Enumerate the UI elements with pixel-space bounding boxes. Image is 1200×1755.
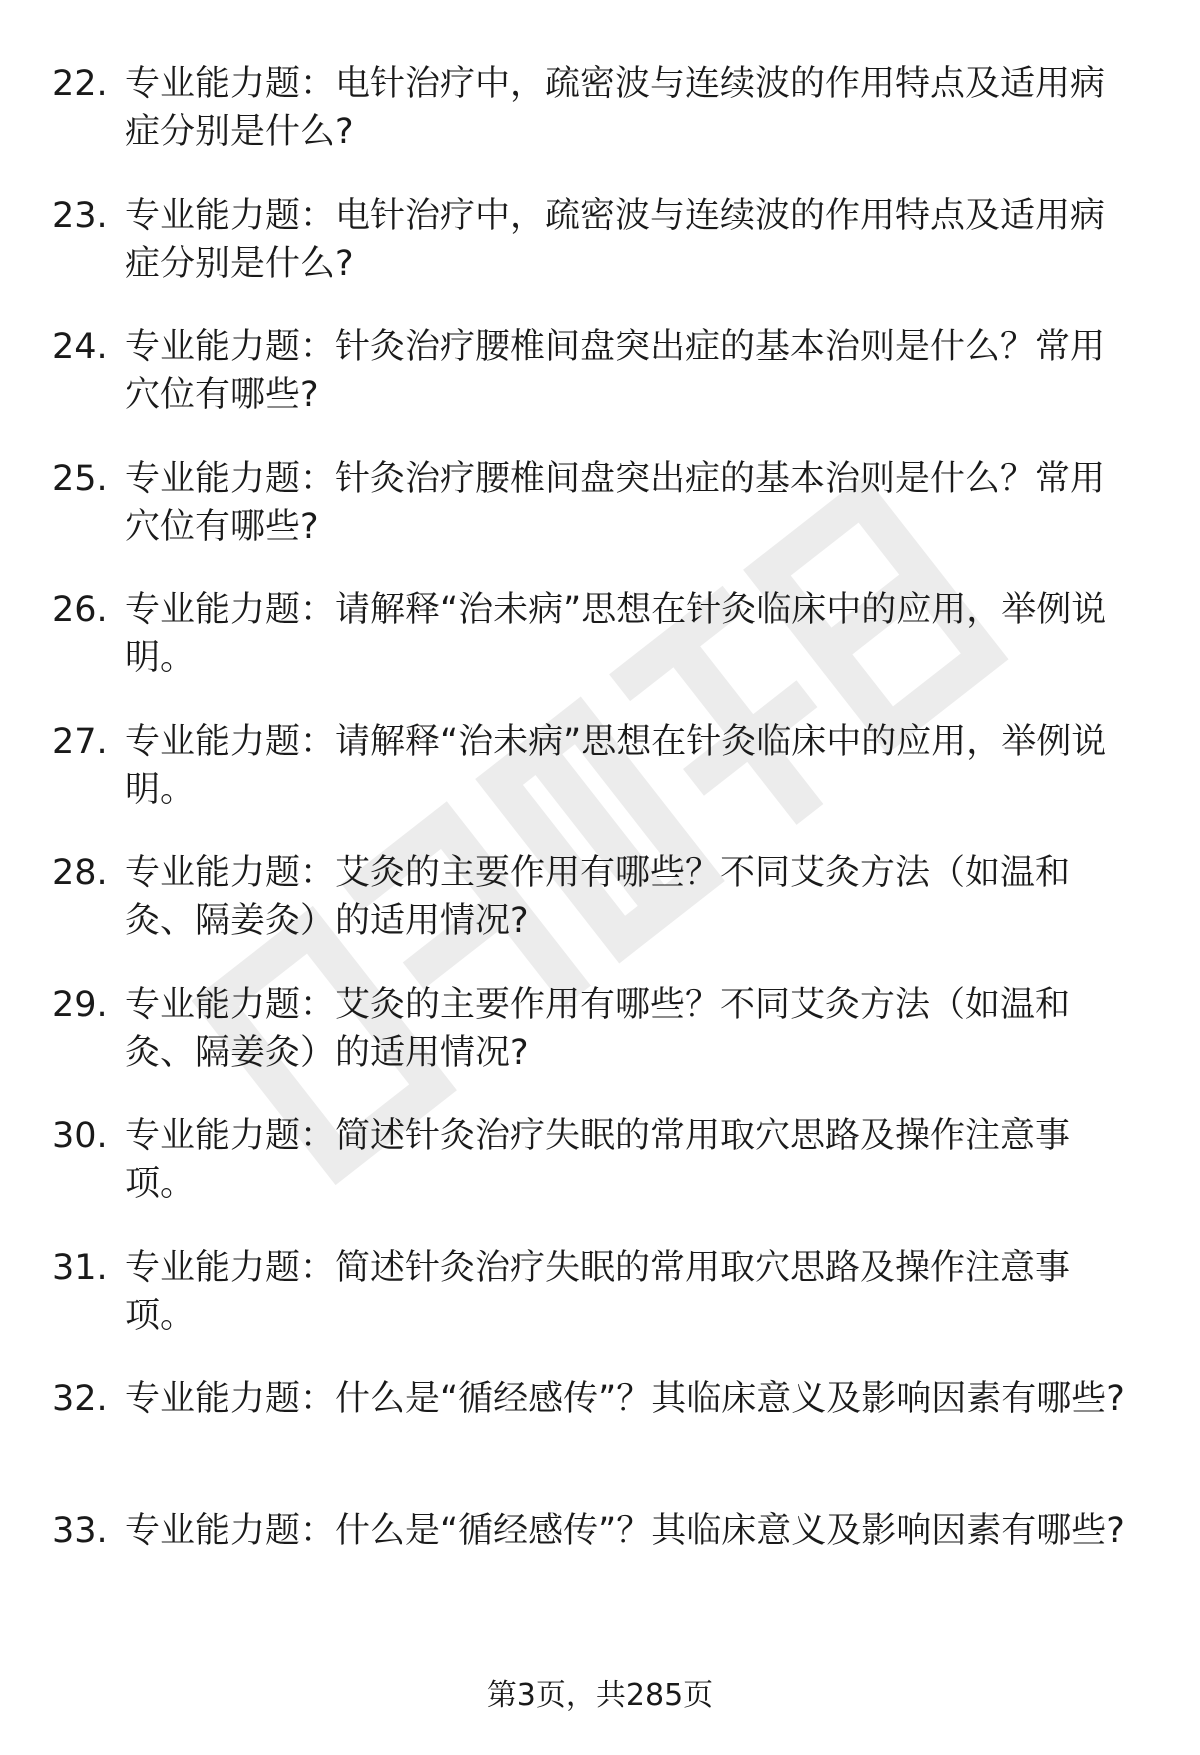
question-number: 33. [52, 1510, 108, 1551]
question-number: 26. [52, 590, 108, 630]
question-list [52, 60, 1142, 1638]
question-text: 专业能力题：什么是“循经感传”？其临床意义及影响因素有哪些? [125, 1379, 1125, 1419]
question-item [52, 718, 1142, 850]
question-item [52, 1375, 1142, 1507]
question-text: 专业能力题：什么是“循经感传”？其临床意义及影响因素有哪些? [125, 1510, 1125, 1551]
question-text: 专业能力题：针灸治疗腰椎间盘突出症的基本治则是什么？常用穴位有哪些? [125, 327, 1106, 415]
question-item [52, 1112, 1142, 1244]
question-text: 专业能力题：艾灸的主要作用有哪些？不同艾灸方法（如温和灸、隔姜灸）的适用情况? [125, 853, 1071, 941]
question-number: 24. [52, 327, 108, 367]
question-number: 30. [52, 1116, 108, 1156]
question-item [52, 1244, 1142, 1376]
question-text: 专业能力题：电针治疗中，疏密波与连续波的作用特点及适用病症分别是什么? [125, 195, 1106, 284]
question-number: 25. [52, 458, 108, 499]
question-item [52, 60, 1142, 192]
question-item [52, 849, 1142, 981]
question-item [52, 1507, 1142, 1639]
question-number: 28. [52, 853, 108, 893]
question-text: 专业能力题：简述针灸治疗失眠的常用取穴思路及操作注意事项。 [125, 1116, 1071, 1204]
question-item [52, 323, 1142, 455]
question-number: 22. [52, 64, 108, 104]
question-text: 专业能力题：简述针灸治疗失眠的常用取穴思路及操作注意事项。 [125, 1247, 1071, 1336]
question-number: 23. [52, 195, 108, 236]
question-text: 专业能力题：请解释“治未病”思想在针灸临床中的应用，举例说明。 [125, 721, 1107, 810]
question-number: 27. [52, 721, 108, 762]
question-text: 专业能力题：请解释“治未病”思想在针灸临床中的应用，举例说明。 [125, 590, 1107, 678]
question-text: 专业能力题：电针治疗中，疏密波与连续波的作用特点及适用病症分别是什么? [125, 64, 1106, 152]
question-number: 31. [52, 1247, 108, 1288]
page-number-footer: 第3页，共285页 [486, 1678, 714, 1713]
question-item [52, 192, 1142, 324]
question-text: 专业能力题：艾灸的主要作用有哪些？不同艾灸方法（如温和灸、隔姜灸）的适用情况? [125, 984, 1071, 1073]
question-number: 32. [52, 1379, 108, 1419]
question-number: 29. [52, 984, 108, 1025]
question-item [52, 981, 1142, 1113]
question-text: 专业能力题：针灸治疗腰椎间盘突出症的基本治则是什么？常用穴位有哪些? [125, 458, 1106, 547]
question-item [52, 455, 1142, 587]
question-item [52, 586, 1142, 718]
